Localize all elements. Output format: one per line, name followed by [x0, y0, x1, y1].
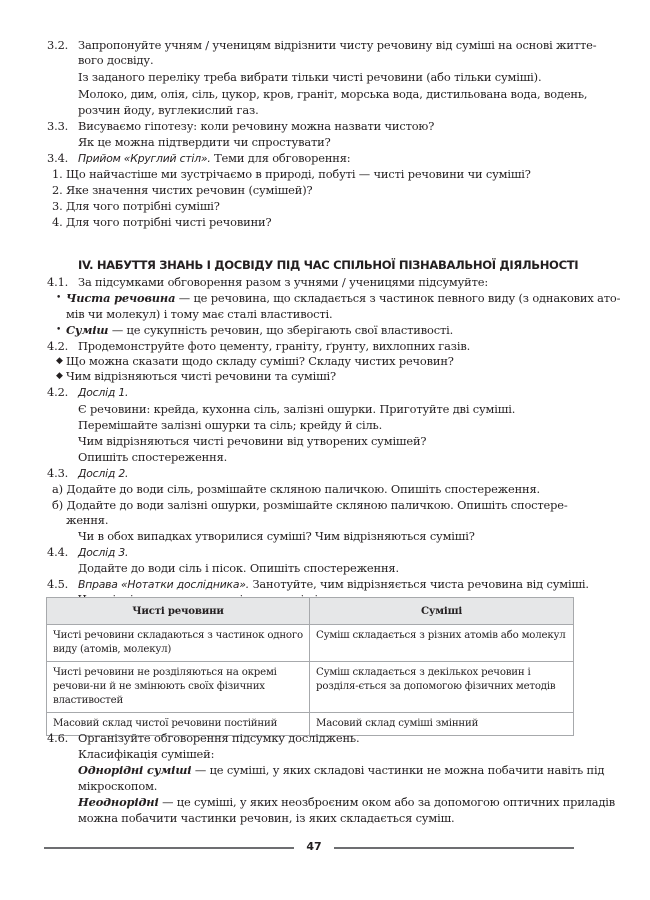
item-number: 4.6.: [47, 731, 69, 745]
method-name: Вправа «Нотатки дослідника».: [78, 578, 249, 591]
definition-text: — це речовина, що складається з частинок певного виду (з однакових ато-: [175, 291, 621, 305]
method-description: Занотуйте, чим відрізняється чиста речовина від суміші.: [248, 577, 589, 591]
section-heading: IV. НАБУТТЯ ЗНАНЬ І ДОСВІДУ ПІД ЧАС СПІЛЬНОЇ ПІЗНАВАЛЬНОЇ ДІЯЛЬНОСТІ: [78, 258, 579, 272]
item-number: 4.2.: [47, 339, 69, 353]
definition-text: — це суміші, у яких складові частинки не можна побачити навіть під: [191, 763, 605, 777]
text-line: За підсумками обговорення разом з учнями / ученицями підсумуйте:: [78, 275, 489, 289]
definition-text: — це суміші, у яких неозброєним оком або за допомогою оптичних приладів: [158, 795, 616, 809]
text-line: Класифікація сумішей:: [78, 747, 215, 761]
text-line: Організуйте обговорення підсумку досліджень.: [78, 731, 360, 745]
definition-text: — це сукупність речовин, що зберігають свої властивості.: [108, 323, 454, 337]
text-line: Із заданого переліку треба вибрати тільки чисті речовини (або тільки суміші).: [78, 70, 542, 84]
experiment-title: Дослід 2.: [78, 467, 129, 480]
experiment-title: Дослід 1.: [78, 386, 129, 399]
definition: [66, 291, 620, 306]
text-line: Запропонуйте учням / ученицям відрізнити чисту речовину від суміші на основі житте-: [78, 38, 597, 52]
bullet-icon: •: [56, 293, 62, 303]
list-item: 1. Що найчастіше ми зустрічаємо в природі, побуті — чисті речовини чи суміші?: [52, 167, 531, 181]
item-number: 4.2.: [47, 385, 69, 399]
list-item: 2. Яке значення чистих речовин (сумішей)?: [52, 183, 313, 197]
text-line: Є речовини: крейда, кухонна сіль, залізні ошурки. Приготуйте дві суміші.: [78, 402, 516, 416]
footer-rule-left: [44, 847, 294, 849]
table-row: [47, 625, 574, 662]
table-cell: Чисті речовини не розділяються на окремі речови-ни й не змінюють своїх фізичних властивостей: [47, 662, 310, 713]
question: Чим відрізняються чисті речовини та суміші?: [66, 369, 336, 383]
table-cell: Чисті речовини складаються з частинок одного виду (атомів, молекул): [47, 625, 310, 662]
text-line: Висуваємо гіпотезу: коли речовину можна назвати чистою?: [78, 119, 435, 133]
text-line: вого досвіду.: [78, 53, 154, 67]
item-number: 4.1.: [47, 275, 69, 289]
comparison-table: [46, 597, 574, 736]
list-item: б) Додайте до води залізні ошурки, розмішайте скляною паличкою. Опишіть спостере-: [52, 498, 568, 512]
text-line: [78, 151, 350, 166]
table-header-row: [47, 598, 574, 625]
text-line: Як це можна підтвердити чи спростувати?: [78, 135, 331, 149]
definition: [66, 323, 453, 338]
item-number: 3.3.: [47, 119, 69, 133]
list-item: 4. Для чого потрібні чисті речовини?: [52, 215, 272, 229]
definition: [78, 763, 604, 778]
text-line: Перемішайте залізні ошурки та сіль; крейду й сіль.: [78, 418, 383, 432]
column-header-pure-substances: Чисті речовини: [47, 598, 310, 625]
text-line: розчин йоду, вуглекислий газ.: [78, 103, 259, 117]
table-cell: Масовий склад чистої речовини постійний: [47, 713, 310, 736]
text-line: мікроскопом.: [78, 779, 158, 793]
term: Однорідні суміші: [78, 763, 192, 777]
footer-rule-right: [334, 847, 574, 849]
diamond-bullet-icon: ◆: [56, 356, 63, 366]
item-number: 4.5.: [47, 577, 69, 591]
text-line: Опишіть спостереження.: [78, 450, 228, 464]
diamond-bullet-icon: ◆: [56, 371, 63, 381]
table-row: [47, 662, 574, 713]
list-item: а) Додайте до води сіль, розмішайте скляною паличкою. Опишіть спостереження.: [52, 482, 540, 496]
table-cell: Суміш складається з декількох речовин і розділя-ється за допомогою фізичних методів: [310, 662, 574, 713]
column-header-mixtures: Суміші: [310, 598, 574, 625]
item-number: 4.4.: [47, 545, 69, 559]
text-line: Додайте до води сіль і пісок. Опишіть спостереження.: [78, 561, 399, 575]
text-line: можна побачити частинки речовин, із яких складається суміш.: [78, 811, 455, 825]
term: Чиста речовина: [66, 291, 176, 305]
item-number: 3.2.: [47, 38, 69, 52]
text-line: [78, 577, 589, 592]
method-name: Прийом «Круглий стіл».: [78, 152, 211, 165]
question: Що можна сказати щодо складу суміші? Складу чистих речовин?: [66, 354, 454, 368]
term: Суміш: [66, 323, 109, 337]
term: Неоднорідні: [78, 795, 159, 809]
bullet-icon: •: [56, 325, 62, 335]
table-cell: Суміш складається з різних атомів або молекул: [310, 625, 574, 662]
page-number: 47: [306, 840, 322, 853]
text-line: Молоко, дим, олія, сіль, цукор, кров, граніт, морська вода, дистильована вода, водень,: [78, 87, 588, 101]
method-description: Теми для обговорення:: [210, 151, 351, 165]
text-line: мів чи молекул) і тому має сталі властивості.: [66, 307, 333, 321]
experiment-title: Дослід 3.: [78, 546, 129, 559]
definition: [78, 795, 615, 810]
text-line: Продемонструйте фото цементу, граніту, ґрунту, вихлопних газів.: [78, 339, 471, 353]
text-line: Чим відрізняються чисті речовини від утворених сумішей?: [78, 434, 427, 448]
list-item: 3. Для чого потрібні суміші?: [52, 199, 220, 213]
text-line: ження.: [66, 513, 109, 527]
item-number: 3.4.: [47, 151, 69, 165]
text-line: Чи в обох випадках утворилися суміші? Чим відрізняються суміші?: [78, 529, 475, 543]
table-cell: Масовий склад суміші змінний: [310, 713, 574, 736]
item-number: 4.3.: [47, 466, 69, 480]
